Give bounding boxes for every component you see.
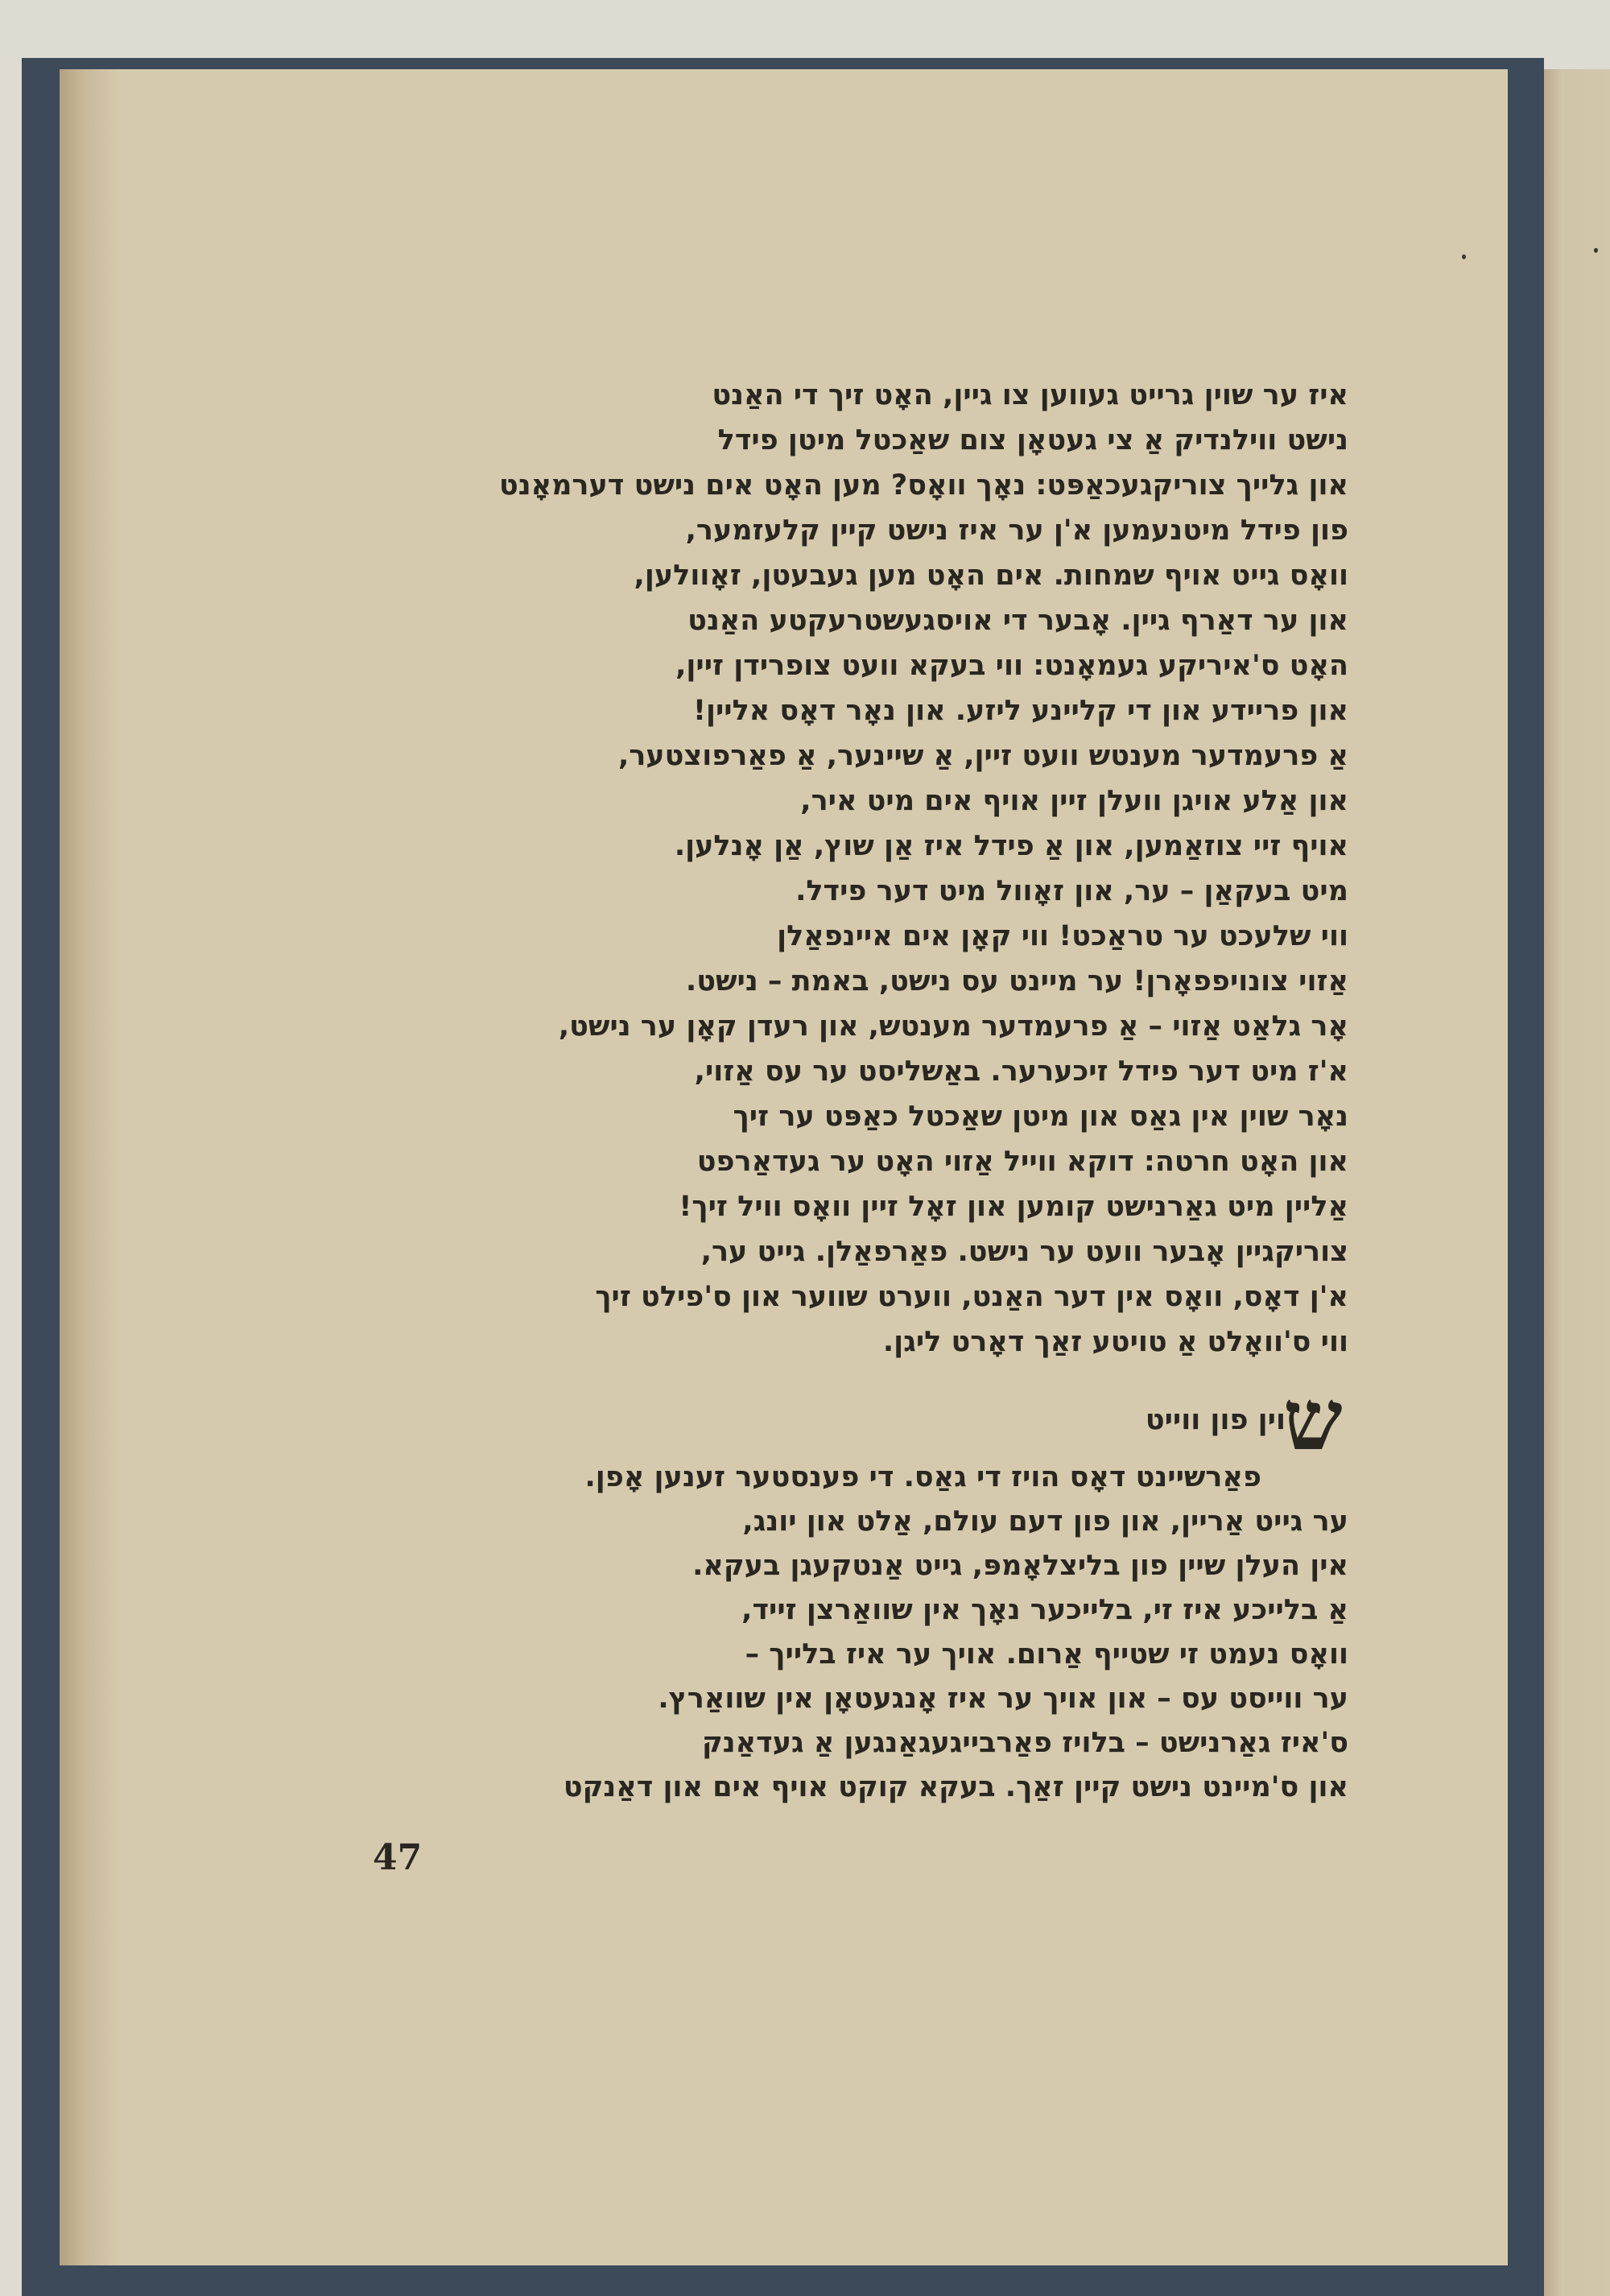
verse-line: אַזוי צונויפפאָרן! ער מיינט עס נישט, באמת – נישט. [685,965,1348,997]
verse-line: אַ פרעמדער מענטש וועט זיין, אַ שיינער, אַ פאַרפוצטער, [617,740,1348,772]
verse-line: ער גייט אַריין, און פון דעם עולם, אַלט און יונג, [742,1505,1348,1538]
page-number: 47 [373,1837,423,1878]
verse-line: אויף זיי צוזאַמען, און אַ פידל איז אַן שוץ, אַן אָנלען. [674,830,1348,862]
verse-line: ווי שלעכט ער טראַכט! ווי קאָן אים איינפאַלן [777,920,1348,952]
verse-line: איז ער שוין גרייט געווען צו גיין, האָט זיך די האַנט [712,379,1348,411]
verse-line: צוריקגיין אָבער וועט ער נישט. פאַרפאַלן. גייט ער, [700,1236,1348,1268]
verse-line: און אַלע אויגן וועלן זיין אויף אים מיט איר, [800,785,1348,817]
verse-line: פון פידל מיטנעמען א'ן ער איז נישט קיין קלעזמער, [685,514,1348,547]
verse-line: אָר גלאַט אַזוי – אַ פרעמדער מענטש, און רעדן קאָן ער נישט, [558,1010,1348,1043]
verse-block-1 [338,373,1348,1365]
drop-cap-lead-line: וין פון ווייט [1145,1404,1286,1436]
verse-line: מיט בעקאַן – ער, און זאָוול מיט דער פידל. [795,875,1348,907]
verse-line: נישט ווילנדיק אַ צי געטאָן צום שאַכטל מיטן פידל [717,424,1348,456]
ink-speck [1462,254,1466,259]
verse-line: א'ז מיט דער פידל זיכערער. באַשליסט ער עס אַזוי, [694,1055,1348,1088]
verse-line: און גלייך צוריקגעכאַפּט: נאָך וואָס? מען האָט אים נישט דערמאָנט [498,469,1348,502]
verse-line: האָט ס'איריקע געמאָנט: ווי בעקא וועט צופרידן זיין, [675,650,1348,682]
verse-block-2 [338,1398,1348,1810]
verse-line: ס'איז גאַרנישט – בלויז פאַרבייגעגאַנגען אַ געדאַנק [702,1727,1348,1759]
verse-line: און ס'מיינט נישט קיין זאַך. בעקא קוקט אויף אים און דאַנקט [563,1771,1348,1803]
verse-line: ווי ס'וואָלט אַ טויטע זאַך דאָרט ליגן. [882,1326,1348,1358]
verse-line: און פריידע און די קליינע ליזע. און נאָר דאָס אליין! [693,695,1348,727]
facing-page-edge [1544,69,1610,2296]
verse-line: וואָס נעמט זי שטייף אַרום. אויך ער איז בלייך – [745,1638,1348,1670]
verse-line: א'ן דאָס, וואָס אין דער האַנט, ווערט שווער און ס'פילט זיך [595,1281,1348,1313]
ink-speck [1594,248,1598,253]
verse-line: אַ בלייכע איז זי, בלייכער נאָך אין שוואַרצן זייד, [741,1594,1348,1626]
verse-line: ער ווייסט עס – און אויך ער איז אָנגעטאָן אין שוואַרץ. [658,1683,1348,1715]
verse-line: פאַרשיינט דאָס הויז די גאַס. די פענסטער זענען אָפן. [584,1461,1261,1493]
verse-line: אַליין מיט גאַרנישט קומען און זאָל זיין וואָס וויל זיך! [679,1191,1348,1223]
verse-line: וואָס גייט אויף שמחות. אים האָט מען געבעטן, זאָוולען, [634,560,1348,592]
verse-line: און האָט חרטה: דוקא ווייל אַזוי האָט ער געדאַרפט [696,1146,1348,1178]
verse-line: נאָר שוין אין גאַס און מיטן שאַכטל כאַפּט ער זיך [733,1101,1348,1133]
verse-line: און ער דאַרף גיין. אָבער די אויסגעשטרעקטע האַנט [687,605,1348,637]
verse-line: אין העלן שיין פון בליצלאָמפּ, גייט אַנטקעגן בעקא. [692,1550,1348,1582]
drop-cap: ש [1283,1370,1343,1469]
